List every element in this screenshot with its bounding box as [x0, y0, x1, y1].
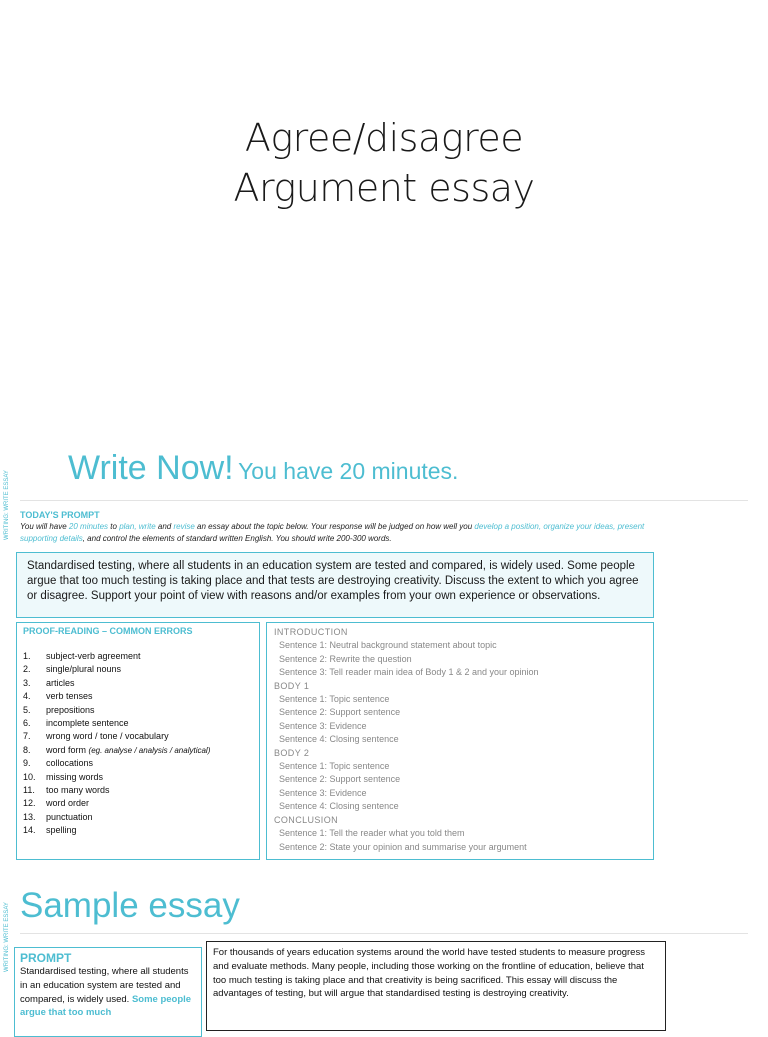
structure-section-heading: INTRODUCTION — [274, 627, 348, 637]
write-now-heading-sub: You have 20 minutes. — [238, 458, 459, 484]
todays-prompt-label: TODAY'S PROMPT — [20, 510, 100, 520]
error-item-number: 3. — [23, 677, 31, 688]
essay-topic-box — [16, 552, 654, 618]
error-item-number: 11. — [23, 785, 35, 796]
structure-sentence: Sentence 2: Support sentence — [279, 774, 401, 785]
write-now-heading — [68, 449, 458, 488]
sample-prompt-text: Standardised testing, where all students in an education system are tested and compared, is widely used. Some people argue that too much — [20, 966, 192, 1019]
error-item-number: 4. — [23, 691, 31, 702]
error-item — [23, 797, 253, 810]
error-item-number: 10. — [23, 771, 36, 782]
error-item-note: (eg. analyse / analysis / analytical) — [88, 745, 211, 755]
essay-topic-text: Standardised testing, where all students in an education system are tested and compared, is widely used. Some people argue that too much testing is taking place and that tests are destroying creativity. Discuss the extent to which you agree or disagree. Support your point of view with reasons and/or examples from your own experience or observations. — [27, 560, 639, 602]
error-item-number: 14. — [23, 825, 36, 836]
error-item-number: 9. — [23, 758, 31, 769]
title-slide — [0, 0, 768, 440]
error-item-label: verb tenses — [46, 691, 93, 702]
error-item-label: subject-verb agreement — [46, 651, 141, 661]
error-item-number: 6. — [23, 718, 31, 729]
sample-prompt-highlight: Some people argue that too much — [20, 993, 192, 1019]
sample-side-tag: WRITING: WRITE ESSAY — [4, 902, 10, 972]
structure-section-heading: BODY 1 — [274, 680, 310, 691]
error-item-number: 7. — [23, 731, 31, 742]
section-divider — [20, 500, 748, 501]
common-errors-box — [16, 622, 260, 860]
structure-section-heading: BODY 2 — [274, 747, 310, 758]
structure-sentence: Sentence 1: Topic sentence — [279, 761, 390, 772]
error-item — [23, 650, 253, 663]
error-item — [23, 771, 253, 784]
common-errors-heading: PROOF-READING – COMMON ERRORS — [23, 626, 193, 636]
error-item-label: incomplete sentence — [46, 718, 129, 729]
structure-sentence: Sentence 2: Rewrite the question — [279, 653, 412, 664]
error-item — [23, 690, 253, 703]
error-item-label: too many words — [46, 785, 110, 796]
prompt-instructions: You will have 20 minutes to plan, write and revise an essay about the topic below. Your response will be judged on how well you develop a position, organize your ideas, present supporting details, and control the elements of standard written English. You should write 200-300 words. — [20, 522, 645, 543]
sample-essay-text: For thousands of years education systems around the world have tested students to measure progress and evaluate methods. Many people, including those working on the frontline of education, believe that too much testing is taking place and that creativity is being sacrificed. This essay will discuss the advantages of testing, but will argue that standardised testing is destroying creativity. — [213, 947, 645, 1000]
structure-sentence: Sentence 2: Support sentence — [279, 707, 401, 718]
error-item — [23, 663, 253, 676]
slide-title-line-1: Agree/disagree — [244, 116, 524, 160]
structure-sentence: Sentence 1: Tell the reader what you told them — [279, 828, 465, 839]
error-item-label: word order — [46, 798, 90, 809]
error-item-number: 1. — [23, 651, 31, 661]
error-item — [23, 677, 253, 690]
error-item-label: prepositions — [46, 704, 95, 715]
structure-sentence: Sentence 3: Tell reader main idea of Body 1 & 2 and your opinion — [279, 667, 539, 678]
error-item-label: articles — [46, 677, 75, 688]
structure-sentence: Sentence 3: Evidence — [279, 720, 367, 731]
error-item-label: collocations — [46, 758, 94, 769]
write-now-heading-main: Write Now! — [68, 449, 234, 487]
error-item — [23, 730, 253, 743]
structure-sentence: Sentence 4: Closing sentence — [279, 801, 399, 812]
sample-essay-box — [206, 941, 666, 1031]
structure-sentence: Sentence 3: Evidence — [279, 787, 367, 798]
common-errors-list — [23, 650, 253, 838]
error-item-label: word form (eg. analyse / analysis / analytical) — [46, 744, 211, 755]
error-item — [23, 717, 253, 730]
error-item — [23, 824, 253, 837]
write-now-side-tag: WRITING: WRITE ESSAY — [4, 470, 10, 540]
error-item-label: spelling — [46, 825, 77, 836]
sample-divider — [20, 933, 748, 934]
slide-title-line-2: Argument essay — [233, 166, 535, 210]
error-item-label: missing words — [46, 771, 104, 782]
essay-structure-list — [274, 626, 646, 854]
sample-prompt-label: PROMPT — [20, 951, 72, 965]
error-item — [23, 811, 253, 824]
essay-structure-box — [266, 622, 654, 860]
error-item-number: 2. — [23, 664, 31, 675]
error-item-number: 8. — [23, 744, 31, 755]
structure-sentence: Sentence 4: Closing sentence — [279, 734, 399, 745]
error-item — [23, 784, 253, 797]
error-item-label: punctuation — [46, 811, 93, 822]
structure-sentence: Sentence 1: Neutral background statement about topic — [279, 640, 497, 651]
structure-section-heading: CONCLUSION — [274, 814, 339, 825]
error-item-number: 5. — [23, 704, 31, 715]
error-item — [23, 704, 253, 717]
error-item — [23, 757, 253, 770]
error-item-label: wrong word / tone / vocabulary — [46, 731, 169, 742]
error-item — [23, 744, 253, 757]
structure-sentence: Sentence 2: State your opinion and summarise your argument — [279, 841, 527, 852]
error-item-number: 13. — [23, 811, 36, 822]
error-item-number: 12. — [23, 798, 36, 809]
sample-essay-heading: Sample essay — [20, 886, 240, 925]
structure-sentence: Sentence 1: Topic sentence — [279, 694, 390, 705]
error-item-label: single/plural nouns — [46, 664, 122, 675]
